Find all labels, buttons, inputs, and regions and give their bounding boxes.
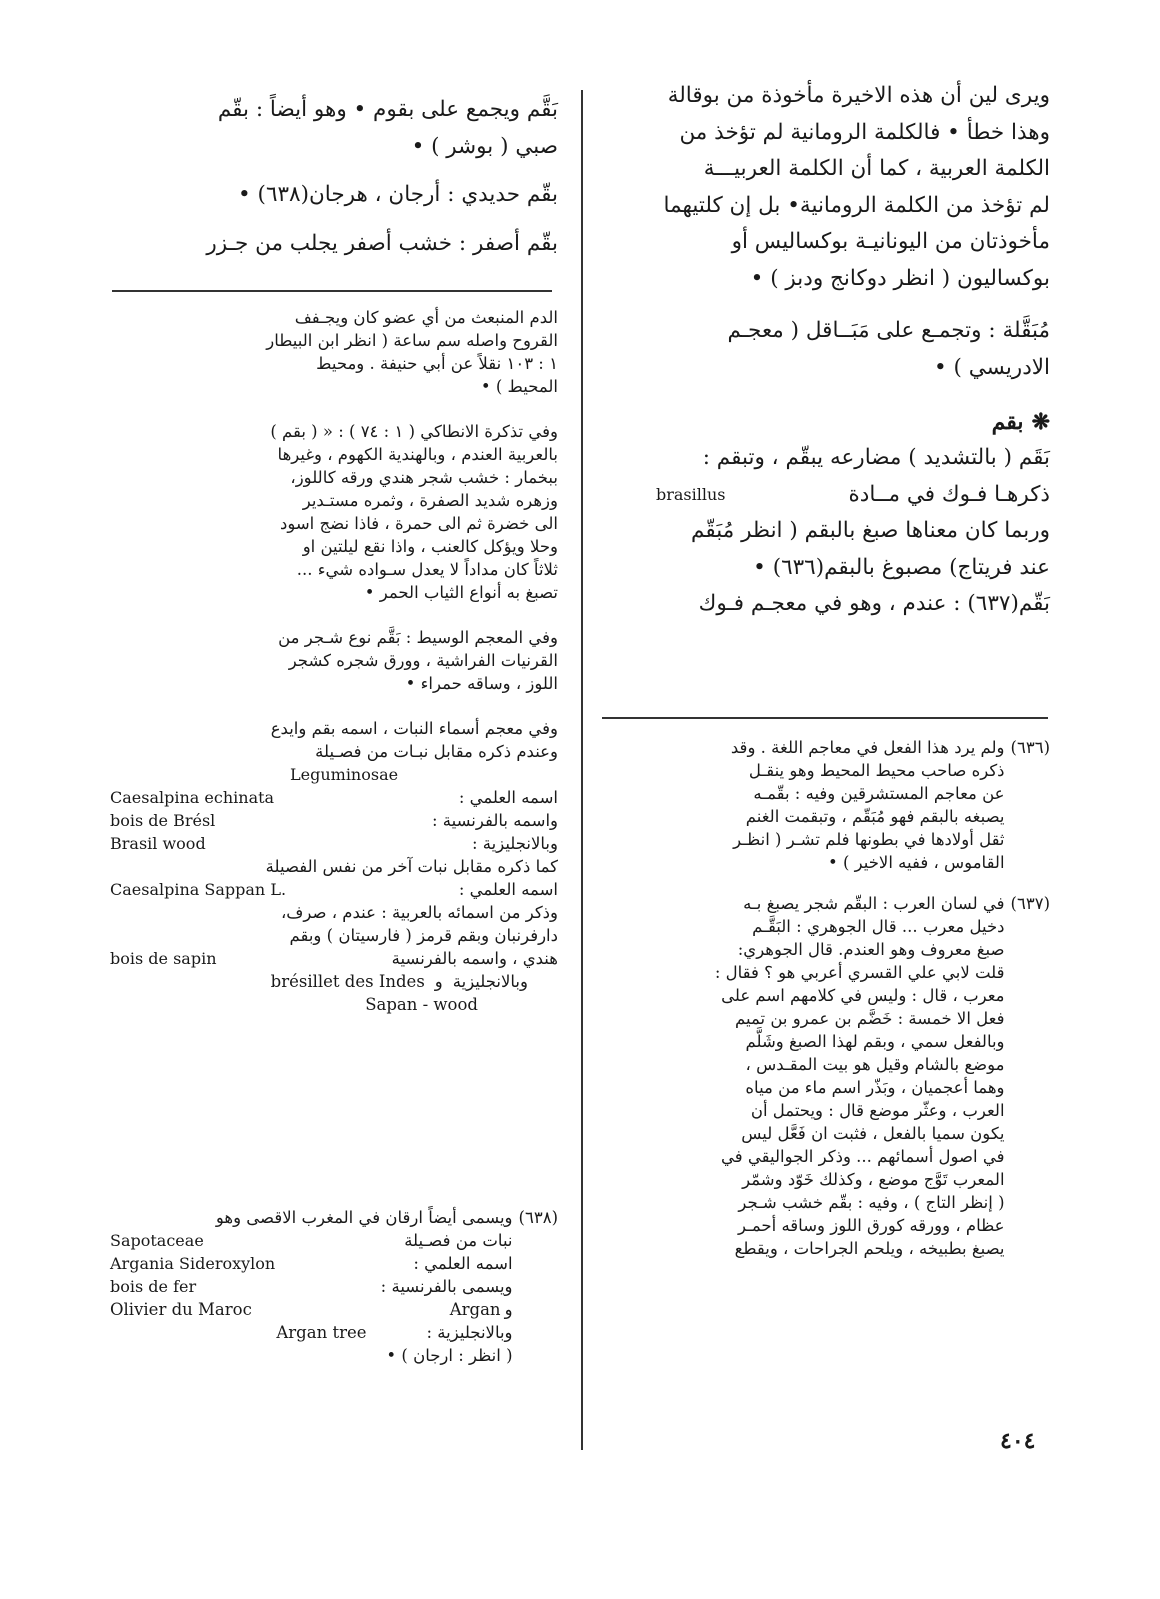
page-number: ٤٠٤ — [1000, 1428, 1036, 1454]
latin-term: Caesalpina echinata — [110, 788, 275, 807]
name-label: وبالانجليزية : — [426, 1323, 513, 1342]
note-line: قلت لابي علي القسري أعربي هو ؟ فقال : — [714, 963, 1005, 982]
note-line: القروح واصله سم ساعة ( انظر ابن البيطار — [266, 331, 558, 350]
note-line: وفي معجم أسماء النبات ، اسمه بقم وايدع — [270, 719, 558, 738]
latin-term: Brasil wood — [110, 834, 206, 853]
latin-term: Olivier du Maroc — [110, 1300, 252, 1319]
note-line: ( إنظر التاج ) ، وفيه : بقّم خشب شـجر — [738, 1193, 1005, 1212]
latin-term: brasillus — [656, 484, 726, 504]
note-line: تصبغ به أنواع الثياب الحمر • — [364, 583, 558, 602]
latin-term: Argan tree — [276, 1323, 367, 1342]
note-line: ( انظر : ارجان ) • — [386, 1346, 513, 1365]
name-label: ويسمى بالفرنسية : — [380, 1277, 513, 1296]
note-line: الى خضرة ثم الى حمرة ، فاذا نضج اسود — [279, 514, 558, 533]
note-line: ولم يرد هذا الفعل في معاجم اللغة . وقد — [730, 738, 1005, 757]
note-paragraph — [110, 306, 558, 398]
text-line: عند فريتاج) مصبوغ بالبقم(٦٣٦) • — [753, 554, 1050, 580]
note-line: بالعربية العندم ، وبالهندية الكهوم ، وغيرها — [277, 445, 558, 464]
footnote-636 — [606, 736, 1050, 874]
note-line: اللوز ، وساقه حمراء • — [405, 674, 558, 693]
note-line: ويسمى أيضاً ارقان في المغرب الاقصى وهو — [215, 1208, 513, 1227]
column-divider — [581, 90, 583, 1450]
entry-title: بقم — [991, 409, 1024, 435]
name-label: اسمه العلمي : — [458, 880, 558, 899]
note-line: يصبغ بطبيخه ، ويلحم الجراحات ، ويقطع — [734, 1239, 1005, 1258]
entry-heading — [606, 404, 1050, 440]
note-line: الدم المنبعث من أي عضو كان ويجـفف — [294, 308, 558, 327]
note-paragraph — [110, 420, 558, 604]
note-fragment: هندي ، واسمه بالفرنسية — [391, 949, 558, 968]
right-footnotes — [606, 736, 1050, 1260]
note-paragraph — [110, 717, 558, 1016]
note-line: في لسان العرب : البقّم شجر يصبغ بـه — [743, 894, 1005, 913]
right-main-text — [606, 78, 1050, 297]
text-fragment: ذكرهـا فـوك في مــادة — [848, 481, 1050, 507]
footnote-rule — [602, 717, 1048, 719]
latin-term: Leguminosae — [290, 765, 399, 784]
text-line — [606, 477, 1050, 514]
text-line: بَقّم(٦٣٧) : عندم ، وهو في معجـم فـوك — [698, 591, 1050, 616]
note-line: معرب ، قال : وليس في كلامهم اسم على — [721, 986, 1005, 1005]
note-line: وبالفعل سمي ، وبقم لهذا الصبغ وشَلَّم — [745, 1032, 1005, 1051]
name-row — [110, 832, 558, 855]
note-line: وذكر من اسمائه بالعربية : عندم ، صرف، — [280, 903, 558, 922]
text-line: الكلمة العربية ، كما أن الكلمة العربيـــة — [703, 156, 1050, 181]
note-line: المحيط ) • — [480, 377, 558, 396]
latin-term: Argania Sideroxylon — [110, 1254, 276, 1273]
latin-term: Caesalpina Sappan L. — [110, 880, 287, 899]
conjunction: و — [434, 972, 443, 991]
note-line: يصبغه بالبقم فهو مُبَقّم ، وتبقمت الغنم — [745, 807, 1005, 826]
note-line: دارفرنبان وبقم قرمز ( فارسيتان ) وبقم — [289, 926, 558, 945]
name-label: واسمه بالفرنسية : — [431, 811, 558, 830]
note-line: موضع بالشام وقيل هو بيت المقـدس ، — [745, 1055, 1005, 1074]
note-line: عن معاجم المستشرقين وفيه : بقّمـه — [753, 784, 1005, 803]
note-line: وزهره شديد الصفرة ، وثمره مستـدير — [302, 491, 558, 510]
note-line: كما ذكره مقابل نبات آخر من نفس الفصيلة — [265, 857, 558, 876]
text-line: الادريسي ) • — [933, 354, 1050, 380]
note-line: ثقل أولادها في بطونها فلم تشـر ( انظـر — [733, 830, 1005, 849]
text-line: صبي ( بوشر ) • — [411, 133, 558, 159]
footnote-638 — [110, 1206, 558, 1367]
note-line: وفي المعجم الوسيط : بَقَّم نوع شـجر من — [278, 628, 558, 647]
note-line: ثلاثاً كان مداداً لا يعدل سـواده شيء ... — [296, 560, 558, 579]
text-line: بقّم حديدي : أرجان ، هرجان(٦٣٨) • — [238, 182, 558, 207]
latin-term: Argan — [449, 1300, 501, 1319]
note-paragraph — [110, 626, 558, 695]
conjunction: و — [504, 1300, 513, 1319]
mubaqqala-paragraph — [606, 313, 1050, 386]
note-line: وفي تذكرة الانطاكي ( ١ : ٧٤ ) : « ( بقم ) — [270, 422, 558, 441]
note-line: وعندم ذكره مقابل نبـات من فصـيلة — [315, 742, 558, 761]
note-line: العرب ، وعثّر موضع قال : ويحتمل أن — [750, 1101, 1005, 1120]
name-row — [110, 1298, 513, 1321]
text-line: بقّم أصفر : خشب أصفر يجلب من جـزر — [206, 230, 558, 256]
text-line: وربما كان معناها صبغ بالبقم ( انظر مُبَقّم — [691, 518, 1050, 543]
left-notes — [110, 306, 558, 1016]
name-row — [110, 786, 558, 809]
note-line: القاموس ، ففيه الاخير ) • — [827, 853, 1005, 872]
note-line: دخيل معرب ... قال الجوهري : البَقَّـم — [752, 917, 1005, 936]
latin-term: bois de Brésl — [110, 811, 216, 830]
note-line: ذكره صاحب محيط المحيط وهو ينقـل — [748, 761, 1005, 780]
note-line: ١ : ١٠٣ نقلاً عن أبي حنيفة . ومحيط — [316, 354, 558, 373]
footnote-number: (٦٣٦) — [1010, 738, 1050, 757]
name-row — [110, 1229, 513, 1252]
latin-term: brésillet des Indes — [270, 972, 425, 991]
text-line: ويرى لين أن هذه الاخيرة مأخوذة من بوقالة — [667, 83, 1050, 108]
name-row — [110, 1252, 513, 1275]
name-row — [110, 809, 558, 832]
latin-term: Sapotaceae — [110, 1231, 204, 1250]
entry-body — [606, 440, 1050, 623]
text-line: وهذا خطأ • فالكلمة الرومانية لم تؤخذ من — [679, 119, 1050, 145]
note-line: ببخمار : خشب شجر هندي ورقه كاللوز، — [290, 468, 558, 487]
text-line: مُبَقَّلة : وتجمـع على مَبَــاقل ( معجـم — [727, 318, 1050, 343]
latin-term: bois de fer — [110, 1277, 197, 1296]
note-line: عظام ، وورقه كورق اللوز وساقه أحمـر — [737, 1216, 1005, 1235]
text-line: بَقَّم ويجمع على بقوم • وهو أيضاً : بقّم — [217, 97, 558, 122]
name-label: اسمه العلمي : — [413, 1254, 513, 1273]
note-line: القرنيات الفراشية ، وورق شجره كشجر — [288, 651, 558, 670]
text-line: بوكساليون ( انظر دوكانج ودبز ) • — [750, 265, 1050, 291]
right-column — [606, 78, 1050, 623]
note-line: وحلا ويؤكل كالعنب ، واذا نقع ليلتين او — [302, 537, 558, 556]
left-column — [110, 92, 558, 262]
text-line: بَقَم ( بالتشديد ) مضارعه يبقّم ، وتبقم : — [702, 445, 1050, 470]
note-line: صبغ معروف وهو العندم. قال الجوهري: — [737, 940, 1005, 959]
note-line: المعرب تَوَّج موضع ، وكذلك خَوّد وشمّر — [742, 1170, 1005, 1189]
name-row — [110, 1275, 513, 1298]
note-fragment: نبات من فصـيلة — [404, 1231, 513, 1250]
latin-term: bois de sapin — [110, 949, 217, 968]
note-line: فعل الا خمسة : خَضَّم بن عمرو بن تميم — [735, 1009, 1005, 1028]
name-label: وبالانجليزية : — [471, 834, 558, 853]
footnote-number: (٦٣٨) — [518, 1208, 558, 1227]
latin-term: Sapan - wood — [365, 995, 478, 1014]
footnote-637 — [606, 892, 1050, 1260]
note-line: وهما أعجميان ، وبَذّر اسم ماء من مياه — [745, 1078, 1005, 1097]
name-row — [110, 970, 558, 993]
name-label: وبالانجليزية — [452, 972, 528, 991]
note-line: يكون سميا بالفعل ، فثبت ان فَعَّل ليس — [741, 1124, 1005, 1143]
name-row — [110, 947, 558, 970]
name-row — [110, 1321, 513, 1344]
footnote-number: (٦٣٧) — [1010, 894, 1050, 913]
text-line: لم تؤخذ من الكلمة الرومانية• بل إن كلتيهما — [663, 192, 1050, 218]
footnote-rule — [112, 290, 552, 292]
text-line: مأخوذتان من اليونانيـة بوكساليس أو — [731, 229, 1050, 254]
name-row — [110, 878, 558, 901]
name-label: اسمه العلمي : — [458, 788, 558, 807]
asterisk-icon: ❋ — [1031, 409, 1050, 435]
note-line: في اصول أسمائهم ... وذكر الجواليقي في — [721, 1147, 1005, 1166]
